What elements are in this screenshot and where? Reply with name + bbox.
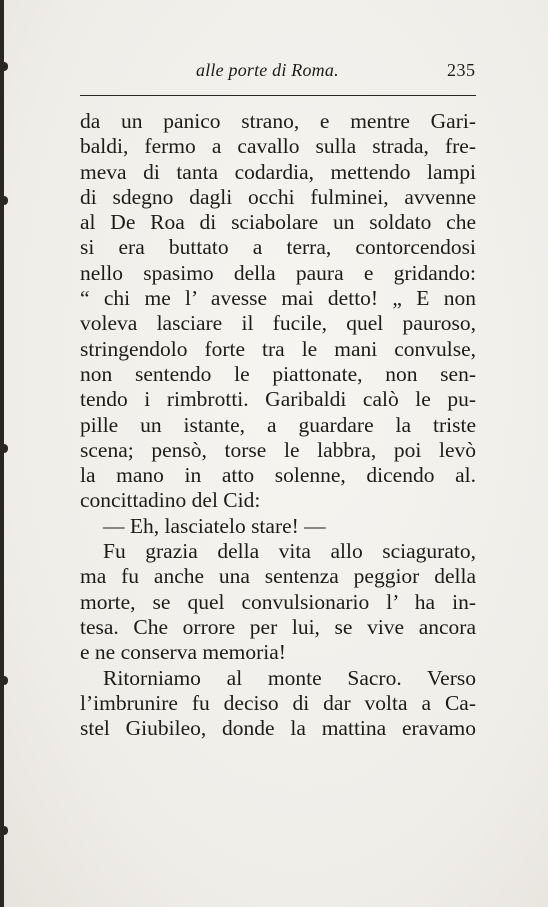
text-line: e ne conserva memoria! — [80, 640, 286, 665]
text-line: morte, se quel convulsionario l’ ha in- — [80, 589, 476, 614]
text-line: voleva lasciare il fucile, quel pauroso, — [80, 311, 476, 336]
binding-thread-mark — [2, 444, 8, 453]
text-line: tendo i rimbrotti. Garibaldi calò le pu- — [80, 387, 476, 412]
text-line: pille un istante, a guardare la triste — [80, 412, 476, 437]
text-line: — Eh, lasciatelo stare! — — [103, 513, 326, 538]
text-line: non sentendo le piattonate, non sen- — [80, 361, 476, 386]
text-line: l’imbrunire fu deciso di dar volta a Ca- — [80, 690, 476, 715]
text-line: si era buttato a terra, contorcendosi — [80, 235, 476, 260]
text-line: meva di tanta codardia, mettendo lampi — [80, 159, 476, 184]
text-line: “ chi me l’ avesse mai detto! „ E non — [80, 286, 476, 311]
text-line: baldi, fermo a cavallo sulla strada, fre- — [80, 134, 476, 159]
binding-thread-mark — [2, 826, 8, 835]
text-line: concittadino del Cid: — [80, 488, 261, 513]
page-number: 235 — [447, 60, 476, 80]
binding-thread-mark — [2, 62, 8, 71]
text-line: Fu grazia della vita allo sciagurato, — [103, 539, 476, 564]
binding-thread-mark — [2, 196, 8, 205]
text-line: scena; pensò, torse le labbra, poi levò — [80, 437, 476, 462]
text-line: da un panico strano, e mentre Gari- — [80, 109, 476, 133]
text-line: di sdegno dagli occhi fulminei, avvenne — [80, 184, 476, 209]
text-line: al De Roa di sciabolare un soldato che — [80, 210, 476, 235]
text-line: stel Giubileo, donde la mattina eravamo — [80, 716, 476, 741]
text-line: Ritorniamo al monte Sacro. Verso — [103, 665, 476, 690]
binding-thread-mark — [2, 676, 8, 685]
text-line: tesa. Che orrore per lui, se vive ancora — [80, 614, 476, 639]
running-title: alle porte di Roma. — [196, 60, 339, 80]
text-line: nello spasimo della paura e gridando: — [80, 260, 476, 285]
text-line: ma fu anche una sentenza peggior della — [80, 564, 476, 589]
body-text — [80, 109, 476, 741]
text-line: stringendolo forte tra le mani convulse, — [80, 336, 476, 361]
binding-edge — [0, 0, 4, 907]
text-line: la mano in atto solenne, dicendo al. — [80, 463, 476, 488]
header-rule — [80, 95, 476, 96]
